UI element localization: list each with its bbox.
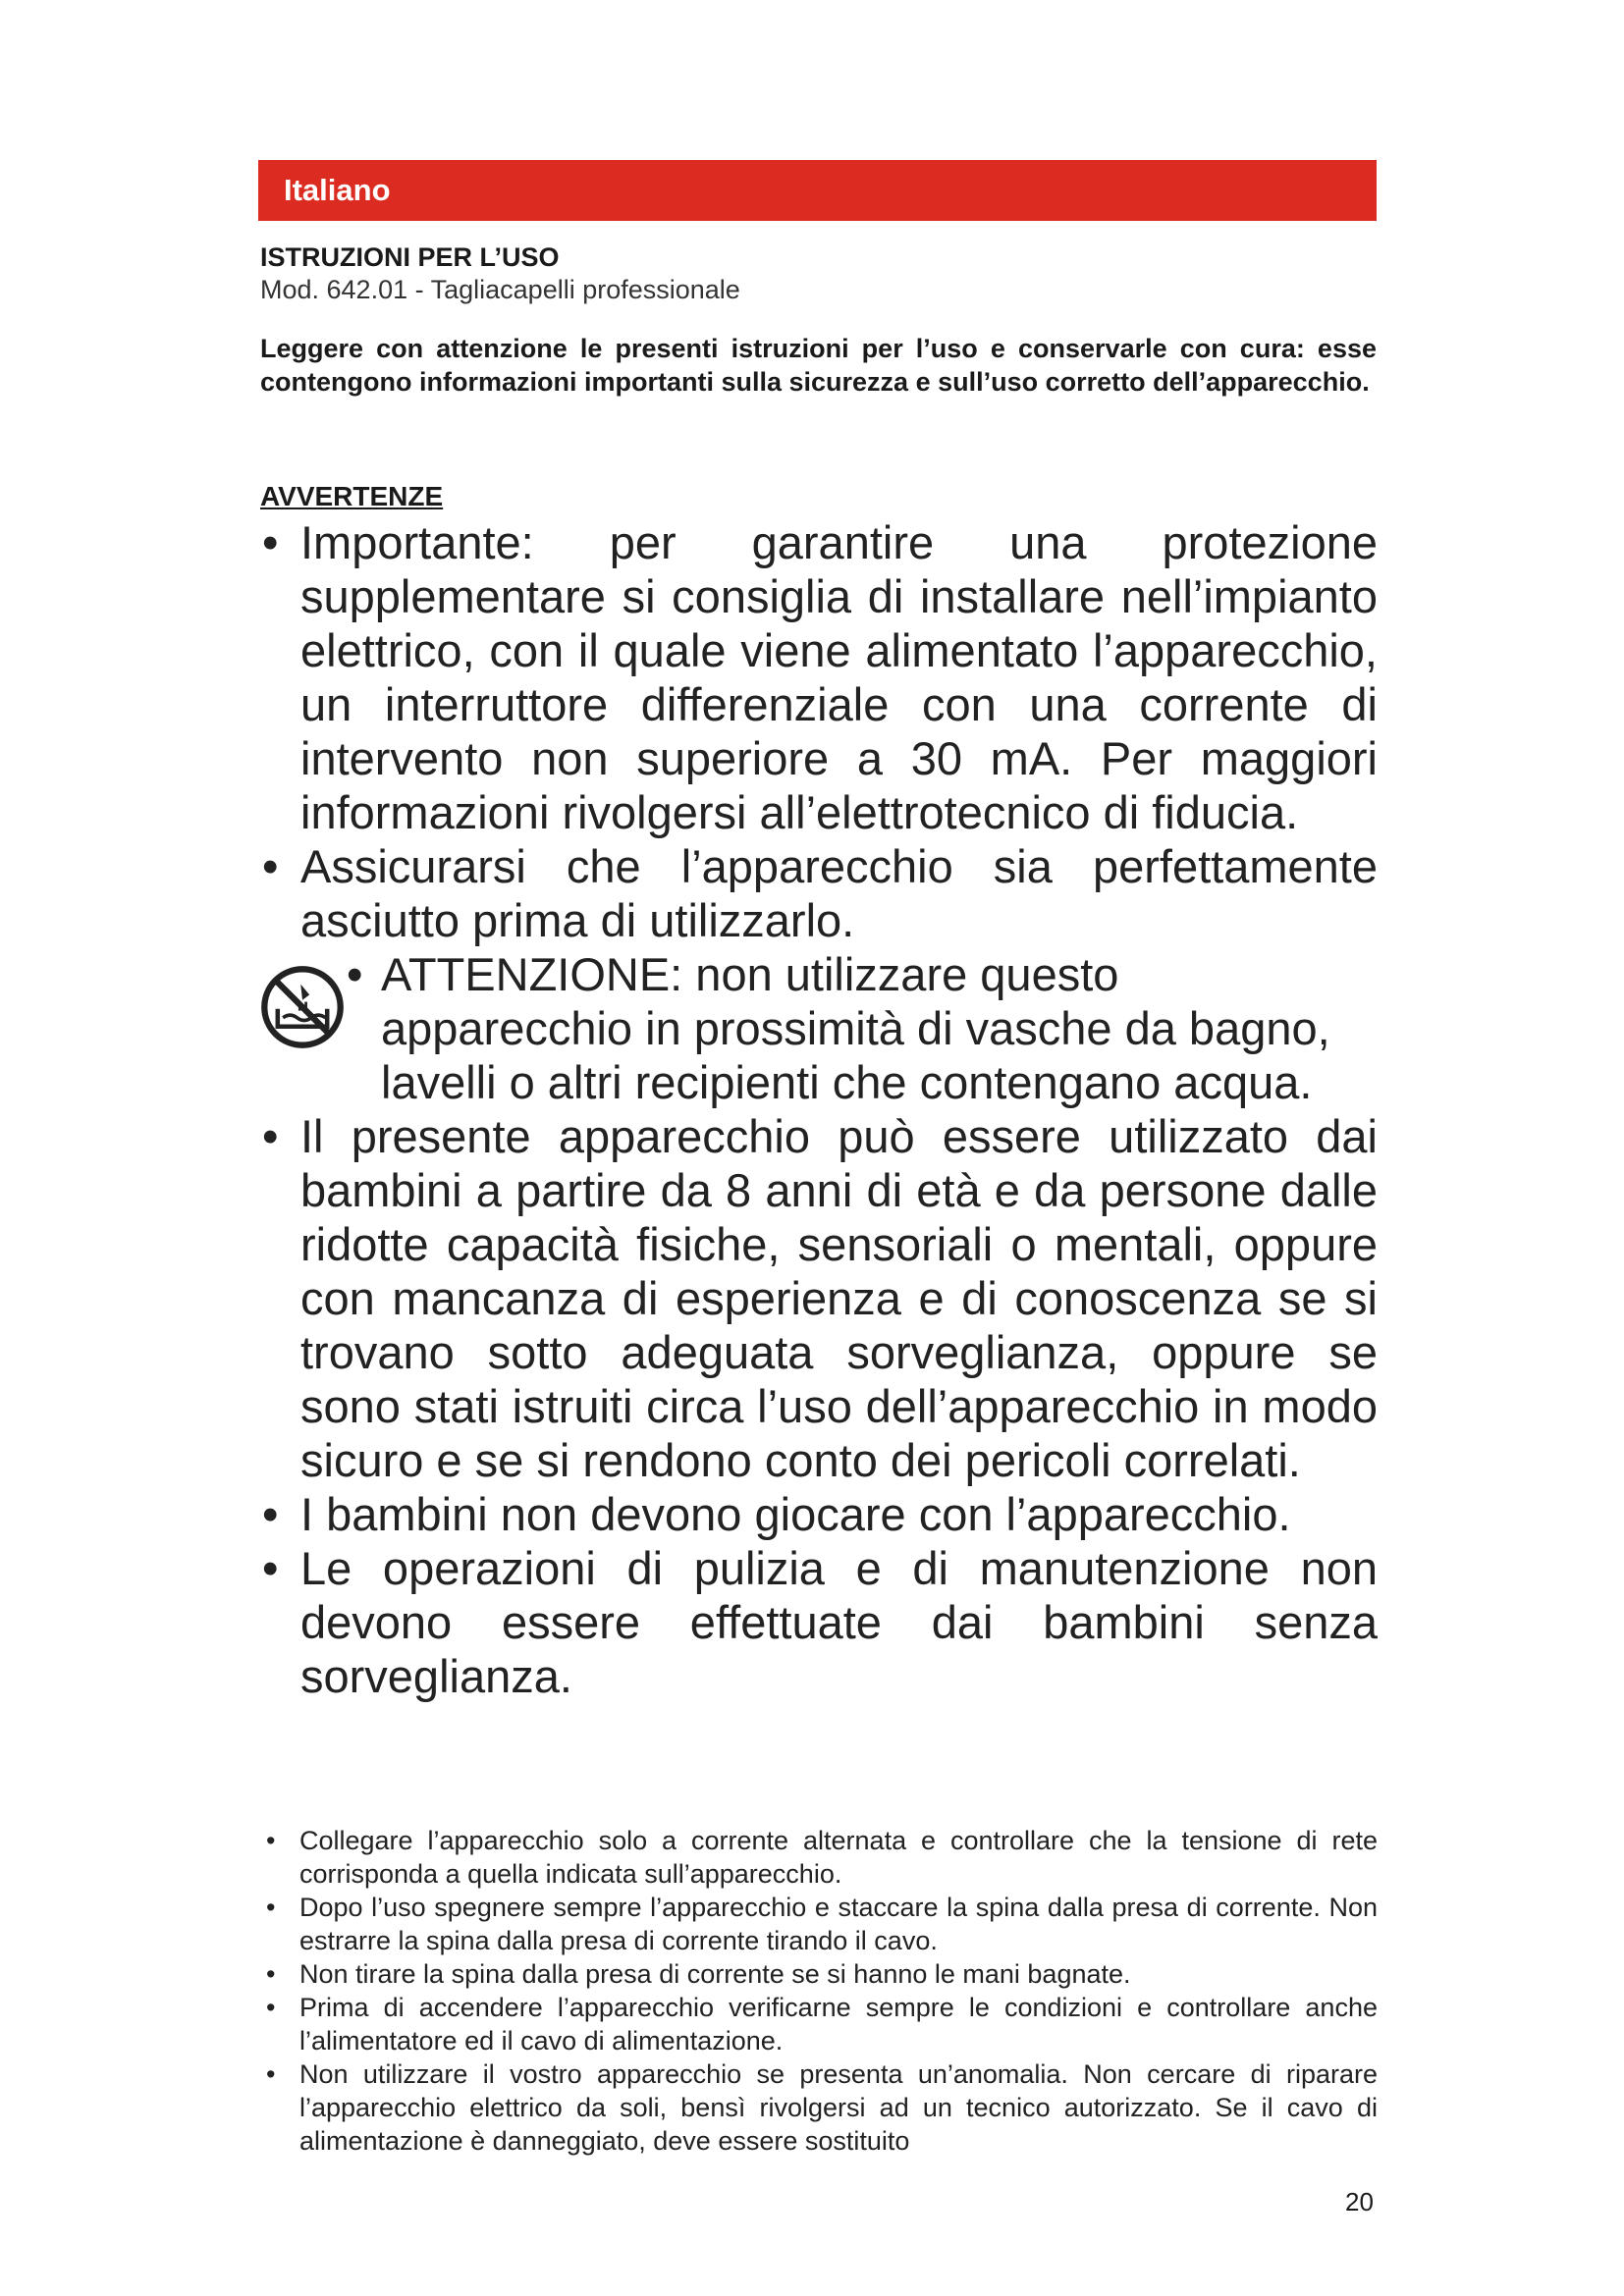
list-item-text: Il presente apparecchio può essere utilizzato dai bambini a partire da 8 anni di età e da persone dalle ridotte capacità fisiche, sensoriali o mentali, oppure con mancanza di esperienza e di conoscenza se si trovano sotto adeguata sorveglianza, oppure se sono stati istruiti circa l’uso dell’apparecchio in modo sicuro e se si rendono conto dei pericoli correlati. xyxy=(300,1110,1378,1486)
list-item xyxy=(258,1487,1378,1541)
language-banner xyxy=(258,160,1377,221)
bullet: • xyxy=(266,2059,276,2089)
list-item-text: Non utilizzare il vostro apparecchio se presenta un’anomalia. Non cercare di riparare l’apparecchio elettrico da soli, bensì rivolgersi ad un tecnico autorizzato. Se il cavo di alimentazione è danneggiato, deve essere sostituito xyxy=(299,2059,1378,2156)
list-item-text: ATTENZIONE: non utilizzare questo apparecchio in prossimità di vasche da bagno, lavelli o altri recipienti che contengano acqua. xyxy=(381,948,1330,1108)
intro-paragraph: Leggere con attenzione le presenti istruzioni per l’uso e conservarle con cura: esse contengono informazioni importanti sulla sicurezza e sull’uso corretto dell’apparecchio. xyxy=(260,334,1377,397)
bullet: • xyxy=(266,1959,276,1989)
list-item xyxy=(258,1891,1378,1957)
water-warning-item xyxy=(258,947,1378,1109)
bullet: • xyxy=(347,948,363,1000)
bullet: • xyxy=(262,840,279,892)
list-item xyxy=(258,1957,1378,1991)
document-title: ISTRUZIONI PER L’USO xyxy=(260,242,560,272)
list-item xyxy=(258,515,1378,839)
list-item-text: Non tirare la spina dalla presa di corrente se si hanno le mani bagnate. xyxy=(299,1959,1131,1989)
list-item-text: Le operazioni di pulizia e di manutenzione non devono essere effettuate dai bambini senza sorveglianza. xyxy=(300,1542,1378,1702)
bullet: • xyxy=(262,1542,279,1594)
bullet: • xyxy=(266,1826,276,1855)
bullet: • xyxy=(262,516,279,568)
bullet: • xyxy=(266,1993,276,2022)
bullet: • xyxy=(262,1488,279,1540)
list-item xyxy=(258,1541,1378,1703)
warnings-large-list xyxy=(258,515,1378,1703)
warnings-heading: AVVERTENZE xyxy=(260,481,444,511)
bullet: • xyxy=(262,1110,279,1162)
list-item xyxy=(258,1109,1378,1487)
page-number: 20 xyxy=(1345,2187,1374,2216)
list-item xyxy=(258,1991,1378,2057)
model-line: Mod. 642.01 - Tagliacapelli professionale xyxy=(260,275,740,304)
bullet: • xyxy=(266,1893,276,1922)
no-water-icon xyxy=(258,963,347,1051)
list-item xyxy=(258,2057,1378,2158)
list-item-text: Importante: per garantire una protezione supplementare si consiglia di installare nell’impianto elettrico, con il quale viene alimentato l’apparecchio, un interruttore differenziale con una corrente di intervento non superiore a 30 mA. Per maggiori informazioni rivolgersi all’elettrotecnico di fiducia. xyxy=(300,516,1378,838)
language-label: Italiano xyxy=(284,173,391,207)
list-item-text: Collegare l’apparecchio solo a corrente alternata e controllare che la tensione di rete corrisponda a quella indicata sull’apparecchio. xyxy=(299,1826,1378,1889)
list-item-text: Dopo l’uso spegnere sempre l’apparecchio e staccare la spina dalla presa di corrente. Non estrarre la spina dalla presa di corrente tirando il cavo. xyxy=(299,1893,1378,1955)
list-item xyxy=(258,1824,1378,1891)
list-item-text: Prima di accendere l’apparecchio verificarne sempre le condizioni e controllare anche l’alimentatore ed il cavo di alimentazione. xyxy=(299,1993,1378,2056)
list-item xyxy=(258,839,1378,947)
warnings-small-list xyxy=(258,1824,1378,2158)
list-item-text: Assicurarsi che l’apparecchio sia perfettamente asciutto prima di utilizzarlo. xyxy=(300,840,1378,946)
list-item-text: I bambini non devono giocare con l’apparecchio. xyxy=(300,1488,1291,1540)
